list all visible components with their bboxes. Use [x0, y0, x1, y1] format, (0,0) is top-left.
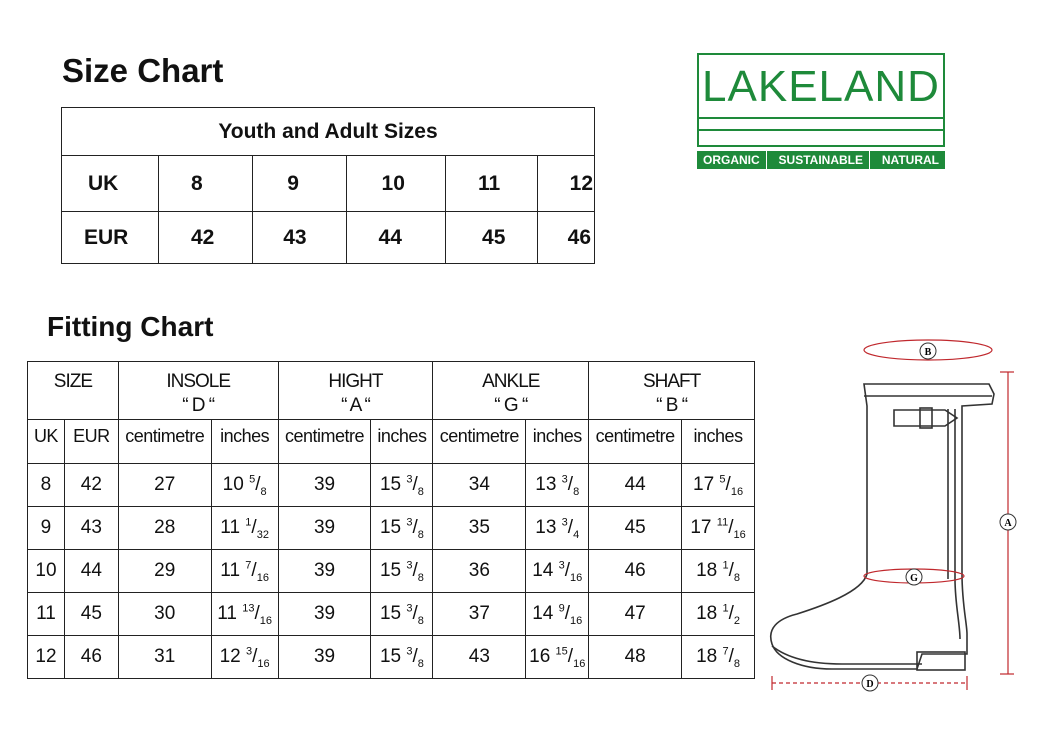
- uk-size: 9: [28, 507, 65, 550]
- size-row-uk: [62, 156, 595, 212]
- tag-sustainable: SUSTAINABLE: [773, 151, 870, 169]
- header-ankle: ANKLE “ G “: [433, 362, 589, 420]
- ankle-cm: 36: [433, 550, 526, 593]
- uk-size: 8: [158, 156, 252, 212]
- insole-cm: 27: [118, 464, 211, 507]
- eur-label: EUR: [62, 212, 159, 264]
- shaft-inches: 18 $^1/_2$: [682, 593, 755, 636]
- uk-size: 9: [253, 156, 346, 212]
- ankle-cm: 37: [433, 593, 526, 636]
- shaft-cm: 45: [589, 507, 682, 550]
- eur-size: 44: [346, 212, 445, 264]
- fitting-chart-title: Fitting Chart: [47, 311, 214, 342]
- logo-rule: [699, 129, 943, 131]
- size-row-eur: [62, 212, 595, 264]
- fitting-row: [28, 593, 755, 636]
- label-a: A: [1004, 518, 1012, 529]
- uk-size: 10: [346, 156, 445, 212]
- boot-outline: [771, 384, 994, 669]
- insole-inches: 11 $^{13}/_{16}$: [211, 593, 278, 636]
- header-size: SIZE: [28, 362, 119, 420]
- insole-inches: 10 $^5/_8$: [211, 464, 278, 507]
- height-cm: 39: [278, 593, 371, 636]
- height-inches: 15 $^3/_8$: [371, 507, 433, 550]
- header-insole: INSOLE “ D “: [118, 362, 278, 420]
- height-inches: 15 $^3/_8$: [371, 593, 433, 636]
- eur-size: 43: [253, 212, 346, 264]
- subheader-centimetre: centimetre: [118, 420, 211, 464]
- insole-cm: 30: [118, 593, 211, 636]
- subheader-centimetre: centimetre: [589, 420, 682, 464]
- subheader-centimetre: centimetre: [278, 420, 371, 464]
- subheader-inches: inches: [211, 420, 278, 464]
- eur-size: 45: [446, 212, 538, 264]
- eur-size: 46: [64, 636, 118, 679]
- fitting-table: [27, 361, 755, 679]
- eur-size: 45: [64, 593, 118, 636]
- tag-organic: ORGANIC: [697, 151, 767, 169]
- eur-size: 42: [64, 464, 118, 507]
- eur-size: 46: [537, 212, 594, 264]
- fitting-row: [28, 464, 755, 507]
- shaft-cm: 44: [589, 464, 682, 507]
- shaft-cm: 46: [589, 550, 682, 593]
- boot-seam: [955, 409, 960, 639]
- uk-size: 11: [28, 593, 65, 636]
- header-shaft: SHAFT “ B “: [589, 362, 755, 420]
- boot-sole-line: [772, 646, 922, 664]
- insole-inches: 12 $^3/_{16}$: [211, 636, 278, 679]
- eur-size: 42: [158, 212, 252, 264]
- label-d: D: [866, 679, 874, 690]
- insole-cm: 28: [118, 507, 211, 550]
- insole-cm: 29: [118, 550, 211, 593]
- ankle-cm: 43: [433, 636, 526, 679]
- lakeland-logo: [697, 53, 945, 169]
- insole-cm: 31: [118, 636, 211, 679]
- eur-size: 43: [64, 507, 118, 550]
- subheader-row: [28, 420, 755, 464]
- subheader-inches: inches: [526, 420, 589, 464]
- shaft-inches: 18 $^1/_8$: [682, 550, 755, 593]
- size-table: [61, 107, 595, 264]
- shaft-inches: 18 $^7/_8$: [682, 636, 755, 679]
- size-chart-title: Size Chart: [62, 52, 224, 89]
- subheader-uk: UK: [28, 420, 65, 464]
- shaft-cm: 47: [589, 593, 682, 636]
- logo-rule: [699, 117, 943, 119]
- eur-size: 44: [64, 550, 118, 593]
- label-b: B: [924, 347, 932, 358]
- tag-natural: NATURAL: [881, 153, 939, 167]
- ankle-inches: 13 $^3/_8$: [526, 464, 589, 507]
- logo-wordmark: LAKELAND: [702, 62, 940, 111]
- insole-inches: 11 $^7/_{16}$: [211, 550, 278, 593]
- ankle-cm: 34: [433, 464, 526, 507]
- subheader-eur: EUR: [64, 420, 118, 464]
- height-cm: 39: [278, 464, 371, 507]
- uk-size: 12: [28, 636, 65, 679]
- uk-size: 10: [28, 550, 65, 593]
- buckle-icon: [920, 408, 932, 428]
- shaft-cm: 48: [589, 636, 682, 679]
- shaft-inches: 17 $^{11}/_{16}$: [682, 507, 755, 550]
- label-g: G: [910, 573, 918, 584]
- ankle-inches: 13 $^3/_4$: [526, 507, 589, 550]
- uk-size: 12: [537, 156, 594, 212]
- fitting-row: [28, 550, 755, 593]
- ankle-inches: 14 $^9/_{16}$: [526, 593, 589, 636]
- fitting-row: [28, 636, 755, 679]
- ankle-inches: 14 $^3/_{16}$: [526, 550, 589, 593]
- boot-diagram: [762, 334, 1022, 694]
- height-cm: 39: [278, 636, 371, 679]
- shaft-inches: 17 $^5/_{16}$: [682, 464, 755, 507]
- height-inches: 15 $^3/_8$: [371, 550, 433, 593]
- height-inches: 15 $^3/_8$: [371, 464, 433, 507]
- size-table-subtitle: Youth and Adult Sizes: [62, 108, 595, 156]
- fitting-row: [28, 507, 755, 550]
- uk-label: UK: [62, 156, 159, 212]
- ankle-cm: 35: [433, 507, 526, 550]
- header-hight: HIGHT “ A “: [278, 362, 433, 420]
- height-inches: 15 $^3/_8$: [371, 636, 433, 679]
- subheader-inches: inches: [371, 420, 433, 464]
- subheader-centimetre: centimetre: [433, 420, 526, 464]
- uk-size: 11: [446, 156, 538, 212]
- logo-tagline: [697, 151, 945, 169]
- height-cm: 39: [278, 550, 371, 593]
- subheader-inches: inches: [682, 420, 755, 464]
- insole-inches: 11 $^1/_{32}$: [211, 507, 278, 550]
- height-cm: 39: [278, 507, 371, 550]
- ankle-inches: 16 $^{15}/_{16}$: [526, 636, 589, 679]
- uk-size: 8: [28, 464, 65, 507]
- logo-box: [697, 53, 945, 147]
